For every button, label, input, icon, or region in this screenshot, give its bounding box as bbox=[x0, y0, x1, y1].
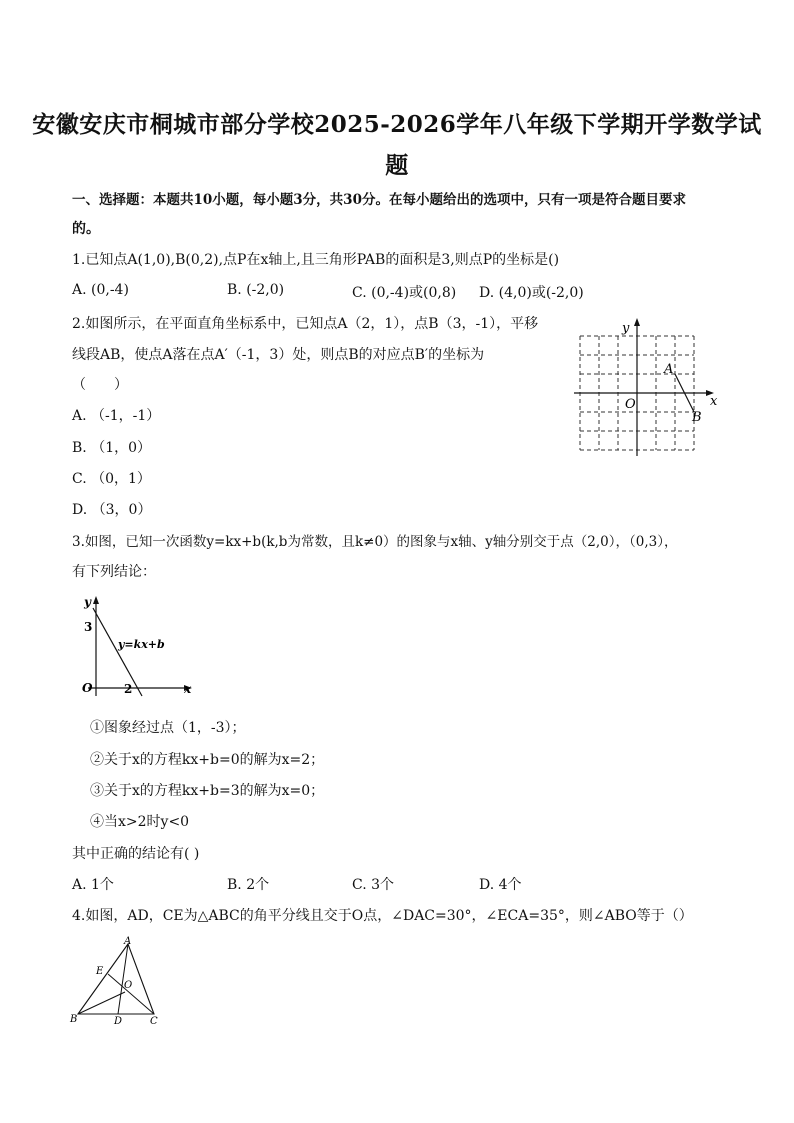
q2-option-b: B. （1，0） bbox=[72, 440, 152, 456]
q2-point-b-label: B bbox=[692, 410, 702, 425]
section-header-line1: 一、选择题：本题共10小题，每小题3分，共30分。在每小题给出的选项中，只有一项是符合题目要求 bbox=[72, 192, 686, 208]
q2-y-label: y bbox=[622, 321, 630, 336]
q2-x-label: x bbox=[710, 394, 718, 409]
q4-segment-bo bbox=[78, 992, 125, 1014]
q1-option-d: D. (4,0)或(-2,0) bbox=[479, 285, 584, 301]
q1-options bbox=[72, 282, 592, 302]
doc-title-line1: 安徽安庆市桐城市部分学校2025-2026学年八年级下学期开学数学试 bbox=[32, 111, 762, 138]
q4-triangle-figure bbox=[68, 934, 164, 1026]
q3-options bbox=[72, 874, 592, 894]
q3-conclusion-2: ②关于x的方程kx+b=0的解为x=2； bbox=[90, 752, 325, 768]
q2-stem-line2: 线段AB，使点A落在点A′（-1，3）处，则点B的对应点B′的坐标为 bbox=[72, 347, 485, 363]
q3-y-intercept-label: 3 bbox=[84, 620, 93, 634]
q4-label-b: B bbox=[70, 1014, 78, 1025]
q3-x-label: x bbox=[184, 682, 192, 696]
q3-conclusion-1: ①图象经过点（1，-3）； bbox=[90, 720, 246, 736]
q4-label-e: E bbox=[96, 966, 104, 977]
q2-coordinate-figure bbox=[568, 314, 728, 460]
q3-function-figure bbox=[74, 592, 198, 700]
q3-stem-line2: 有下列结论： bbox=[72, 564, 156, 580]
q4-label-d: D bbox=[114, 1016, 123, 1026]
q4-label-a: A bbox=[124, 936, 132, 947]
q3-stem-line1: 3.如图，已知一次函数y=kx+b(k,b为常数，且k≠0）的图象与x轴、y轴分别交于点（2,0），（0,3）， bbox=[72, 534, 678, 550]
q2-option-a: A. （-1，-1） bbox=[72, 408, 161, 424]
q3-ask: 其中正确的结论有( ) bbox=[72, 846, 200, 862]
q1-stem: 1.已知点A(1,0),B(0,2),点P在x轴上,且三角形PAB的面积是3,则点P的坐标是() bbox=[72, 252, 560, 268]
q1-option-b: B. (-2,0) bbox=[227, 282, 285, 298]
q3-option-c: C. 3个 bbox=[352, 877, 395, 893]
q4-label-o: O bbox=[124, 980, 133, 991]
q2-origin-label: O bbox=[625, 397, 636, 412]
q3-function-line bbox=[93, 608, 142, 696]
q2-point-a-label: A bbox=[664, 362, 674, 377]
q3-y-arrow-icon bbox=[93, 596, 99, 604]
q3-y-label: y bbox=[84, 595, 91, 609]
q4-label-c: C bbox=[150, 1016, 158, 1026]
q3-origin-label: O bbox=[82, 681, 93, 695]
q2-stem-line1: 2.如图所示，在平面直角坐标系中，已知点A（2，1），点B（3，-1），平移 bbox=[72, 316, 539, 332]
q2-option-c: C. （0，1） bbox=[72, 471, 151, 487]
q3-option-d: D. 4个 bbox=[479, 877, 522, 893]
q1-option-c: C. (0,-4)或(0,8) bbox=[352, 285, 457, 301]
q3-x-intercept-label: 2 bbox=[124, 682, 133, 696]
q3-option-b: B. 2个 bbox=[227, 877, 270, 893]
doc-title-line2: 题 bbox=[385, 152, 409, 179]
q4-segment-ad bbox=[118, 944, 128, 1014]
section-header-line2: 的。 bbox=[72, 221, 100, 237]
q3-conclusion-3: ③关于x的方程kx+b=3的解为x=0； bbox=[90, 783, 325, 799]
q2-stem-line3: （ ） bbox=[72, 377, 128, 393]
q2-option-d: D. （3，0） bbox=[72, 502, 152, 518]
q2-y-arrow-icon bbox=[634, 318, 640, 326]
q4-stem: 4.如图，AD，CE为△ABC的角平分线且交于O点，∠DAC=30°，∠ECA=35°，则∠ABO等于（） bbox=[72, 908, 693, 924]
q3-conclusion-4: ④当x>2时y<0 bbox=[90, 814, 190, 830]
q1-option-a: A. (0,-4) bbox=[72, 282, 129, 298]
q3-option-a: A. 1个 bbox=[72, 877, 114, 893]
q3-line-label: y=kx+b bbox=[118, 638, 165, 651]
